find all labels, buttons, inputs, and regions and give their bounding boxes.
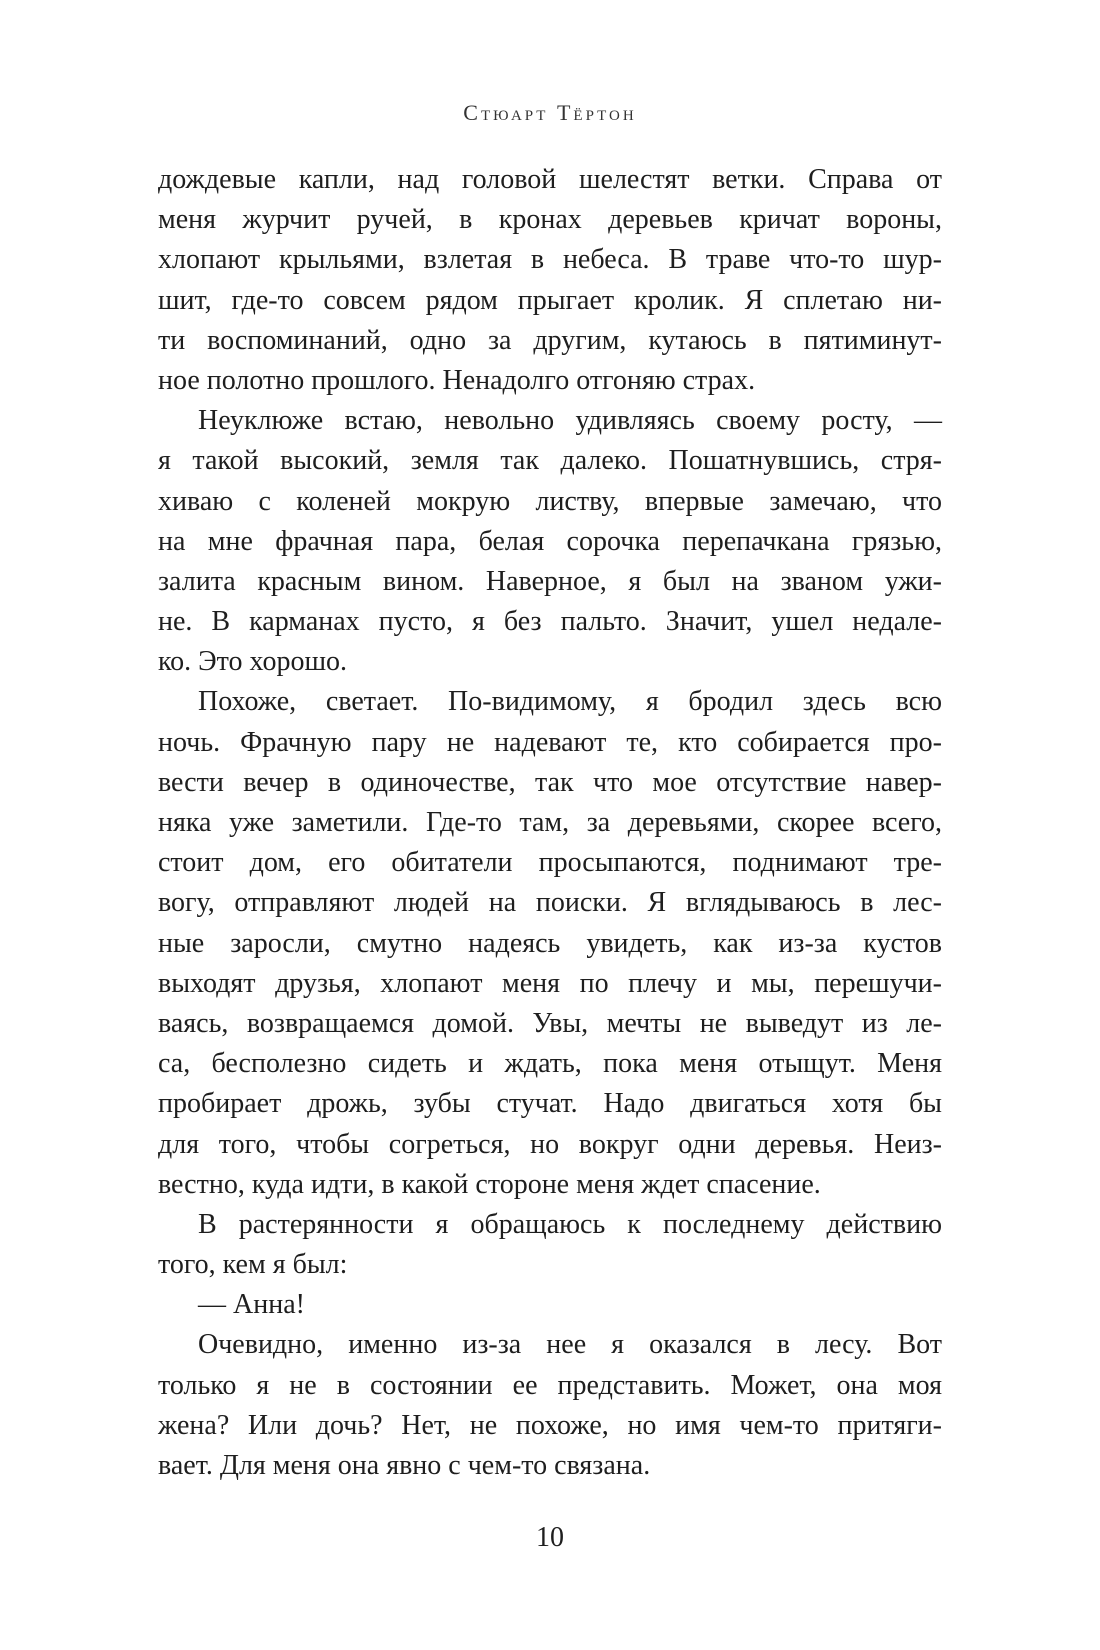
text-line: пробирает дрожь, зубы стучат. Надо двигаться хотя бы	[158, 1088, 942, 1120]
text-line: только я не в состоянии ее представить. Может, она моя	[158, 1369, 942, 1401]
text-line: ваясь, возвращаемся домой. Увы, мечты не выведут из ле-	[158, 1007, 942, 1039]
text-line: Очевидно, именно из-за нее я оказался в лесу. Вот	[198, 1329, 942, 1361]
text-line: для того, чтобы согреться, но вокруг одни деревья. Неиз-	[158, 1128, 942, 1160]
text-line: хлопают крыльями, взлетая в небеса. В траве что-то шур-	[158, 244, 942, 276]
text-line: меня журчит ручей, в кронах деревьев кричат вороны,	[158, 204, 942, 236]
text-line: залита красным вином. Наверное, я был на званом ужи-	[158, 565, 942, 597]
text-line: ко. Это хорошо.	[158, 646, 348, 678]
text-line: на мне фрачная пара, белая сорочка перепачкана грязью,	[158, 525, 942, 557]
text-line: вести вечер в одиночестве, так что мое отсутствие навер-	[158, 766, 942, 798]
text-line: вестно, куда идти, в какой стороне меня ждет спасение.	[158, 1168, 821, 1200]
text-line: я такой высокий, земля так далеко. Пошатнувшись, стря-	[158, 445, 942, 477]
text-line: выходят друзья, хлопают меня по плечу и мы, перешучи-	[158, 967, 942, 999]
text-line: ное полотно прошлого. Ненадолго отгоняю страх.	[158, 364, 756, 396]
text-line: вает. Для меня она явно с чем-то связана.	[158, 1450, 651, 1481]
running-header: Стюарт Тёртон	[463, 100, 637, 125]
text-line: са, бесполезно сидеть и ждать, пока меня отыщут. Меня	[158, 1048, 942, 1080]
text-line: ти воспоминаний, одно за другим, кутаюсь в пятиминут-	[158, 324, 942, 356]
text-line: дождевые капли, над головой шелестят ветки. Справа от	[158, 164, 942, 195]
body-text	[158, 160, 942, 1486]
text-line: Похоже, светает. По-видимому, я бродил здесь всю	[198, 686, 942, 718]
text-line: ные заросли, смутно надеясь увидеть, как из-за кустов	[158, 927, 942, 959]
text-line: ночь. Фрачную пару не надевают те, кто собирается про-	[158, 726, 942, 758]
text-line: няка уже заметили. Где-то там, за деревьями, скорее всего,	[158, 807, 942, 838]
text-line: жена? Или дочь? Нет, не похоже, но имя чем-то притяги-	[158, 1409, 942, 1441]
text-line: того, кем я был:	[158, 1249, 348, 1281]
text-line: В растерянности я обращаюсь к последнему действию	[198, 1208, 942, 1240]
text-line: — Анна!	[198, 1289, 305, 1321]
text-line: вогу, отправляют людей на поиски. Я вглядываюсь в лес-	[158, 887, 942, 919]
text-line: хиваю с коленей мокрую листву, впервые замечаю, что	[158, 485, 942, 517]
text-line: не. В карманах пусто, я без пальто. Значит, ушел недале-	[158, 606, 942, 638]
page-number: 10	[536, 1522, 564, 1553]
text-line: шит, где-то совсем рядом прыгает кролик. Я сплетаю ни-	[158, 284, 942, 316]
text-line: Неуклюже встаю, невольно удивляясь своему росту, —	[198, 405, 942, 437]
text-line: стоит дом, его обитатели просыпаются, поднимают тре-	[158, 847, 942, 879]
